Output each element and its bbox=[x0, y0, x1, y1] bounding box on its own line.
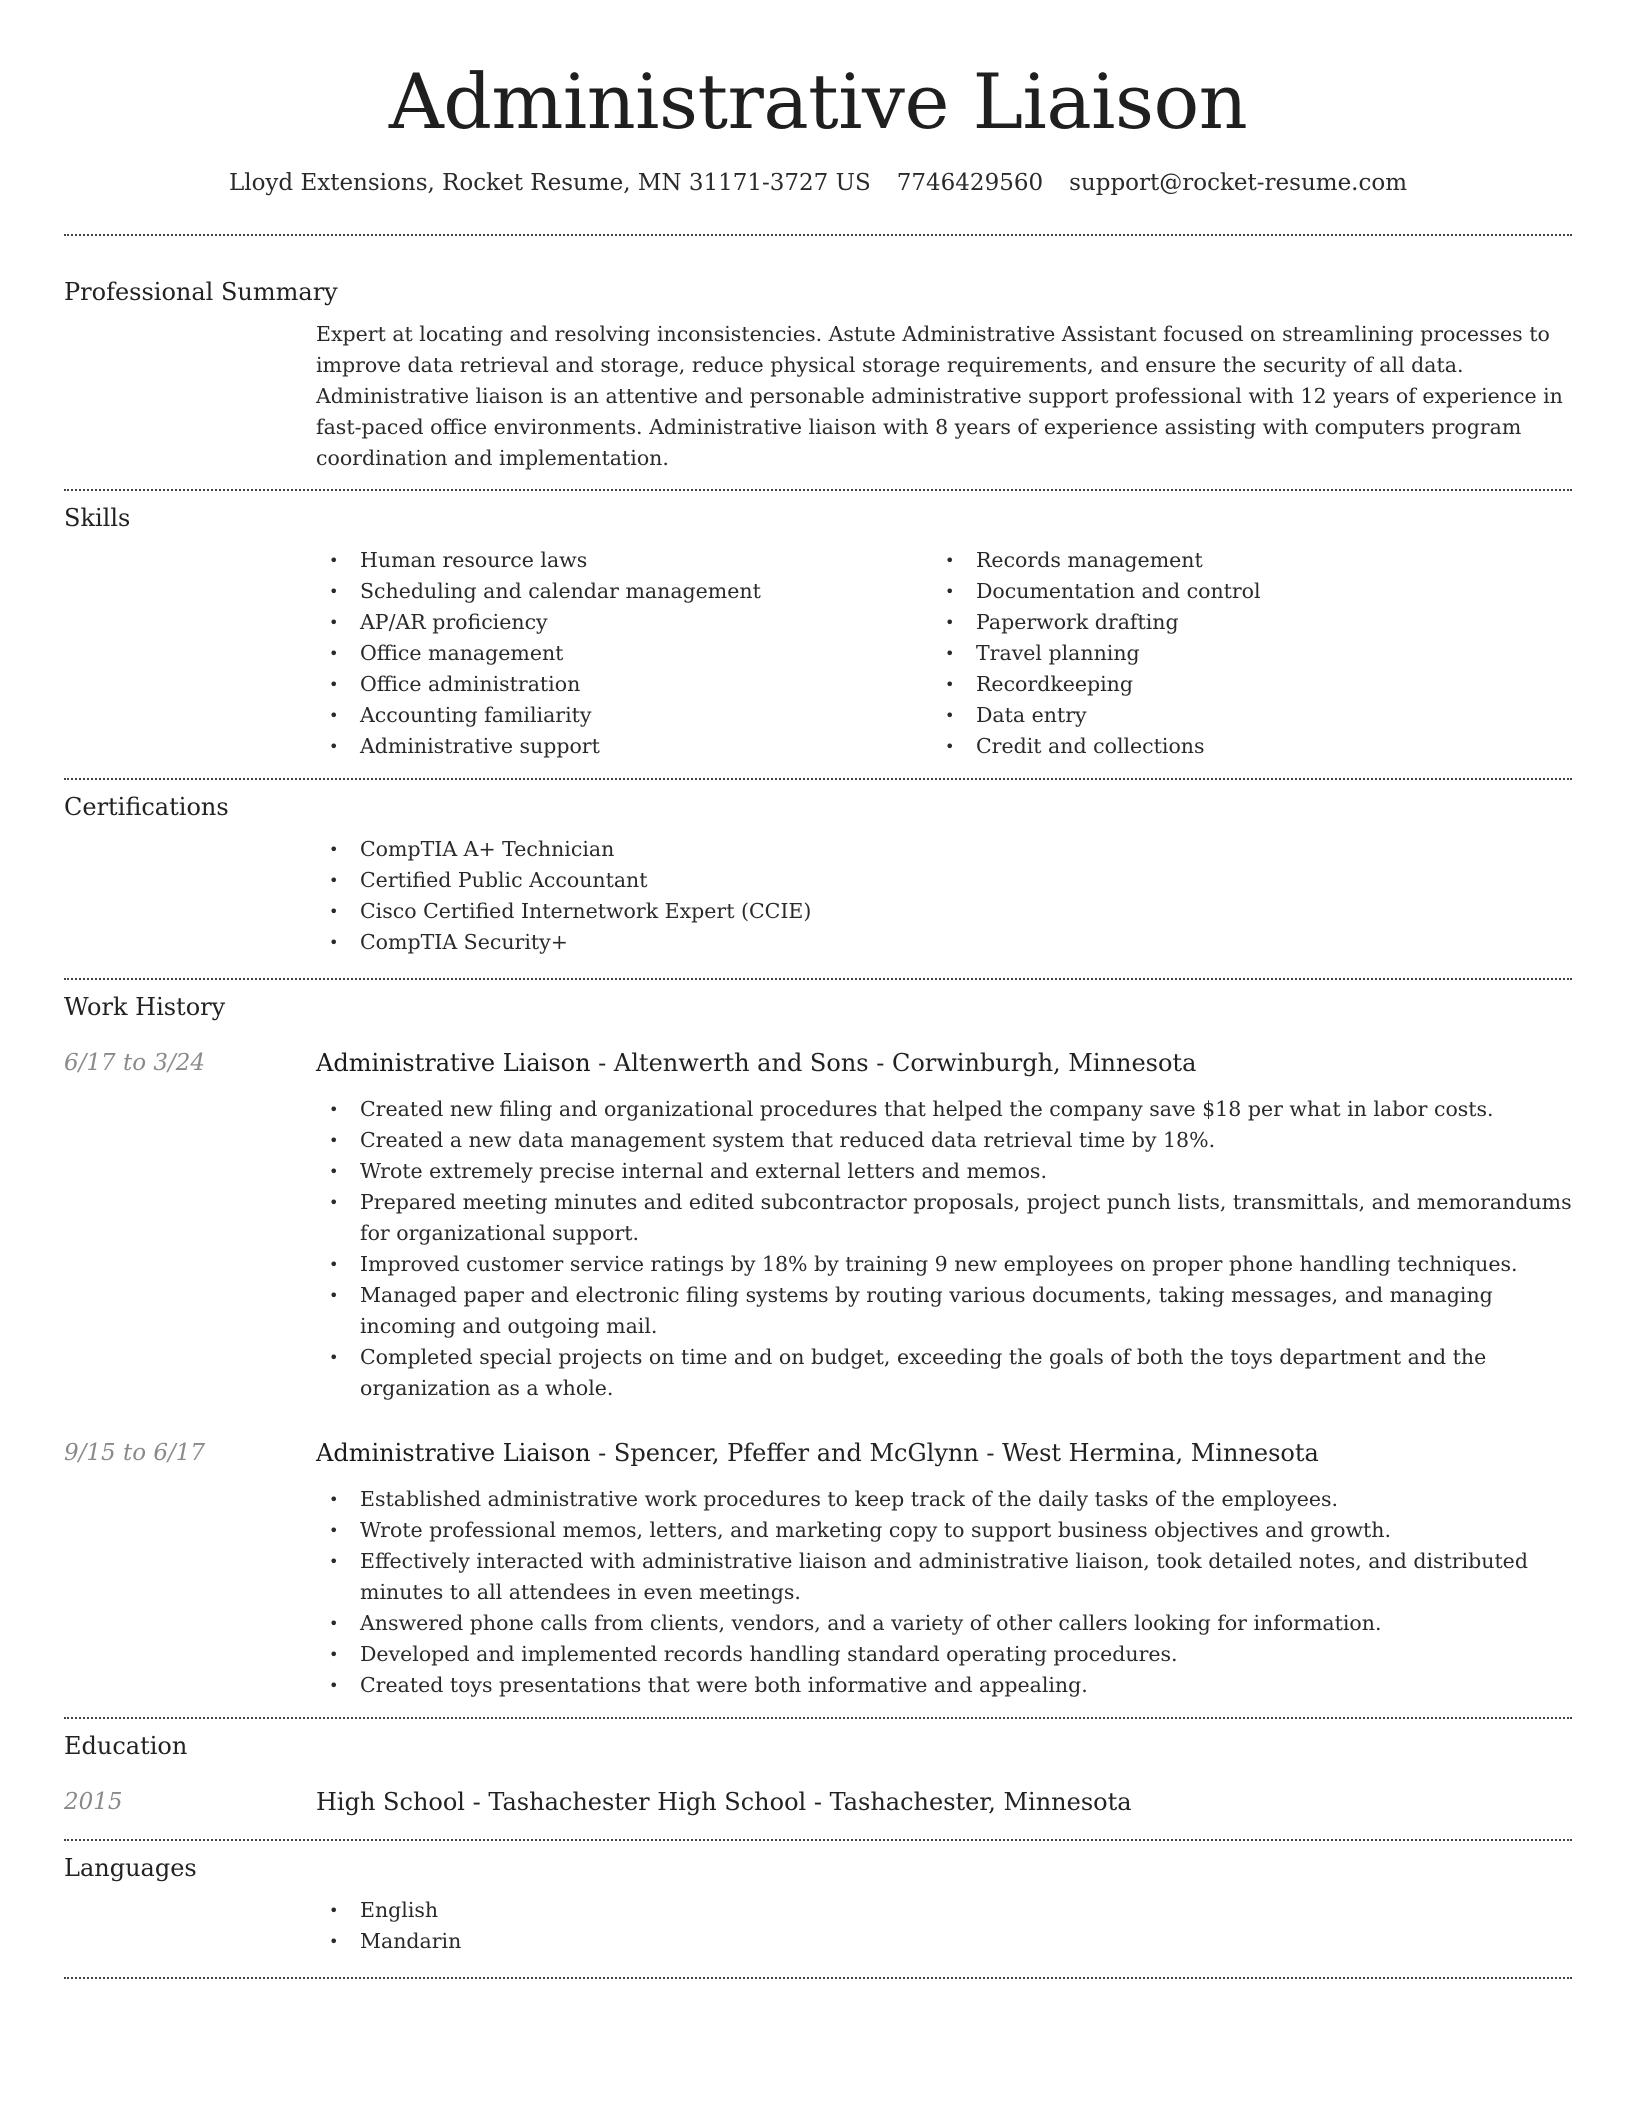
education-entry bbox=[64, 1787, 1572, 1817]
list-item: • Effectively interacted with administrative liaison and administrative liaison, took detailed notes, and distributed minutes to all attendees in even meetings. bbox=[316, 1546, 1572, 1608]
contact-address: Lloyd Extensions, Rocket Resume, MN 31171-3727 US bbox=[228, 170, 871, 196]
list-item: • Certified Public Accountant bbox=[316, 865, 1572, 896]
job-title bbox=[316, 1048, 1572, 1078]
job-role: Administrative Liaison bbox=[316, 1049, 591, 1077]
section-title-languages: Languages bbox=[64, 1854, 197, 1882]
divider bbox=[64, 234, 1572, 236]
languages-section bbox=[64, 1853, 1572, 1957]
list-item: • Data entry bbox=[932, 700, 1548, 731]
job-role: Administrative Liaison bbox=[316, 1439, 591, 1467]
education-section bbox=[64, 1731, 1572, 1817]
list-item: • Established administrative work procedures to keep track of the daily tasks of the employees. bbox=[316, 1484, 1572, 1515]
list-item: • Accounting familiarity bbox=[316, 700, 932, 731]
list-item: • Administrative support bbox=[316, 731, 932, 762]
resume-page bbox=[64, 0, 1572, 1979]
list-item: • Completed special projects on time and on budget, exceeding the goals of both the toys department and the organization as a whole. bbox=[316, 1342, 1572, 1404]
job-bullets bbox=[316, 1484, 1572, 1701]
list-item: • Answered phone calls from clients, vendors, and a variety of other callers looking for information. bbox=[316, 1608, 1572, 1639]
education-school-location: - Tashachester High School - Tashachester, Minnesota bbox=[464, 1788, 1132, 1816]
job-entry bbox=[64, 1438, 1572, 1701]
section-title-education: Education bbox=[64, 1732, 188, 1760]
list-item: • Cisco Certified Internetwork Expert (CCIE) bbox=[316, 896, 1572, 927]
skills-columns bbox=[316, 545, 1572, 762]
job-bullets bbox=[316, 1094, 1572, 1404]
list-item: • English bbox=[316, 1895, 1572, 1926]
divider bbox=[64, 489, 1572, 491]
list-item: • Created toys presentations that were both informative and appealing. bbox=[316, 1670, 1572, 1701]
list-item: • Office administration bbox=[316, 669, 932, 700]
job-employer-location: - Spencer, Pfeffer and McGlynn - West Hermina, Minnesota bbox=[590, 1439, 1319, 1467]
list-item: • Wrote extremely precise internal and external letters and memos. bbox=[316, 1156, 1572, 1187]
list-item: • Records management bbox=[932, 545, 1548, 576]
candidate-name: Administrative Liaison bbox=[388, 57, 1248, 146]
contact-email: support@rocket-resume.com bbox=[1069, 170, 1408, 196]
education-degree: High School bbox=[316, 1788, 465, 1816]
skills-list-left bbox=[316, 545, 932, 762]
list-item: • Travel planning bbox=[932, 638, 1548, 669]
languages-list bbox=[316, 1895, 1572, 1957]
job-employer-location: - Altenwerth and Sons - Corwinburgh, Minnesota bbox=[590, 1049, 1197, 1077]
list-item: • AP/AR proficiency bbox=[316, 607, 932, 638]
divider bbox=[64, 978, 1572, 980]
divider bbox=[64, 778, 1572, 780]
section-title-work-history: Work History bbox=[64, 993, 226, 1021]
divider bbox=[64, 1839, 1572, 1841]
list-item: • Created a new data management system that reduced data retrieval time by 18%. bbox=[316, 1125, 1572, 1156]
list-item: • CompTIA Security+ bbox=[316, 927, 1572, 958]
list-item: • Office management bbox=[316, 638, 932, 669]
list-item: • CompTIA A+ Technician bbox=[316, 834, 1572, 865]
list-item: • Credit and collections bbox=[932, 731, 1548, 762]
section-title-skills: Skills bbox=[64, 504, 131, 532]
section-title-certifications: Certifications bbox=[64, 793, 229, 821]
summary-text: Expert at locating and resolving inconsistencies. Astute Administrative Assistant focused on streamlining processes to improve data retrieval and storage, reduce physical storage requirements, and ensure the security of all data. Administrative liaison is an attentive and personable administrative support professional with 12 years of experience in fast-paced office environments. Administrative liaison with 8 years of experience assisting with computers program coordination and implementation. bbox=[316, 322, 1563, 470]
section-title-summary: Professional Summary bbox=[64, 278, 338, 306]
work-history-section bbox=[64, 992, 1572, 1701]
education-year: 2015 bbox=[64, 1789, 123, 1815]
divider bbox=[64, 1977, 1572, 1979]
job-title bbox=[316, 1438, 1572, 1468]
list-item: • Created new filing and organizational procedures that helped the company save $18 per what in labor costs. bbox=[316, 1094, 1572, 1125]
list-item: • Wrote professional memos, letters, and marketing copy to support business objectives and growth. bbox=[316, 1515, 1572, 1546]
list-item: • Mandarin bbox=[316, 1926, 1572, 1957]
certifications-section bbox=[64, 792, 1572, 958]
list-item: • Human resource laws bbox=[316, 545, 932, 576]
list-item: • Paperwork drafting bbox=[932, 607, 1548, 638]
education-title bbox=[316, 1787, 1572, 1817]
certifications-list bbox=[316, 834, 1572, 958]
job-dates: 9/15 to 6/17 bbox=[64, 1440, 206, 1466]
list-item: • Prepared meeting minutes and edited subcontractor proposals, project punch lists, transmittals, and memorandums for organizational support. bbox=[316, 1187, 1572, 1249]
list-item: • Documentation and control bbox=[932, 576, 1548, 607]
skills-list-right bbox=[932, 545, 1548, 762]
list-item: • Developed and implemented records handling standard operating procedures. bbox=[316, 1639, 1572, 1670]
list-item: • Improved customer service ratings by 18% by training 9 new employees on proper phone handling techniques. bbox=[316, 1249, 1572, 1280]
contact-phone: 7746429560 bbox=[896, 170, 1044, 196]
summary-section bbox=[64, 277, 1572, 474]
divider bbox=[64, 1717, 1572, 1719]
job-entry bbox=[64, 1048, 1572, 1404]
job-dates: 6/17 to 3/24 bbox=[64, 1050, 206, 1076]
list-item: • Recordkeeping bbox=[932, 669, 1548, 700]
list-item: • Scheduling and calendar management bbox=[316, 576, 932, 607]
list-item: • Managed paper and electronic filing systems by routing various documents, taking messages, and managing incoming and outgoing mail. bbox=[316, 1280, 1572, 1342]
skills-section bbox=[64, 503, 1572, 762]
contact-line bbox=[64, 168, 1572, 198]
